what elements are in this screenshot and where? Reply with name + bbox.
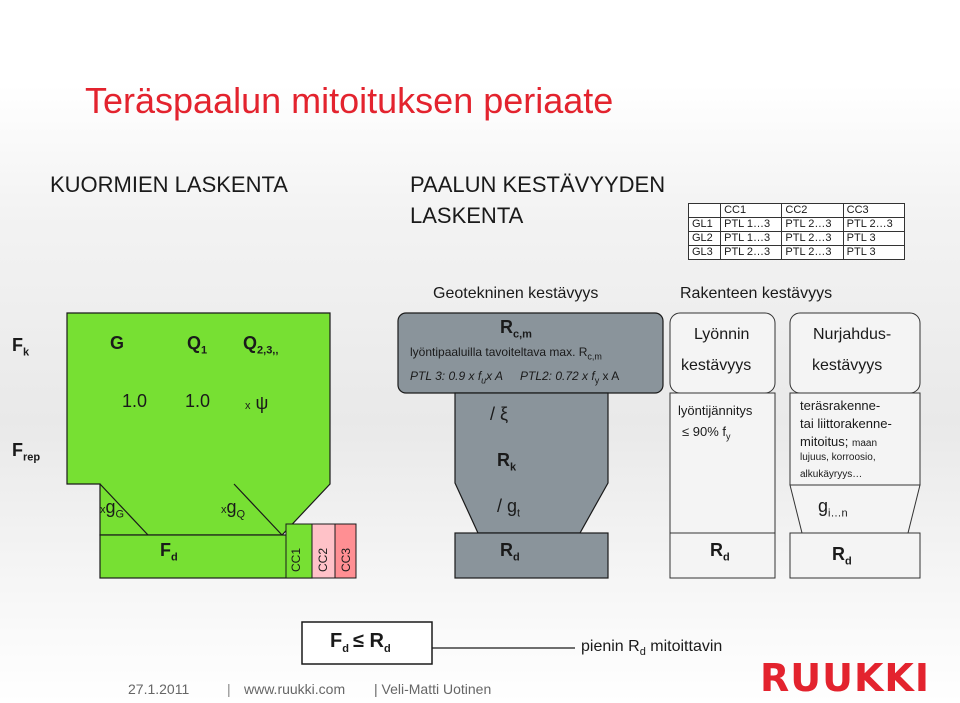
rakenteen-heading: Rakenteen kestävyys: [680, 285, 833, 302]
rcm-text: lyöntipaaluilla tavoiteltava max. $R_{c,m}$: [410, 345, 602, 362]
lyonnin-line1: Lyönnin: [694, 326, 750, 343]
nurjahdus-text3: mitoitus; maan: [800, 434, 878, 449]
fk-label: $F_k$: [12, 335, 30, 359]
ptl2-text: PTL2: 0.72 x $f_y$ x A: [520, 369, 620, 386]
footer-author: | Veli-Matti Uotinen: [374, 681, 492, 697]
rcm-label: $R_{c,m}$: [500, 317, 532, 341]
lyonti-text2: ≤ 90% $f_y$: [682, 424, 731, 442]
nurjahdus-rd-box: [790, 533, 920, 578]
slide-title: Teräspaalun mitoituksen periaate: [85, 80, 614, 121]
fd-box: [100, 535, 312, 578]
rk-box: [455, 393, 608, 533]
table-cell: PTL 2…3: [721, 246, 782, 260]
q1-label: $Q_1$: [187, 333, 208, 357]
footer-separator: |: [227, 681, 231, 697]
xi-label: / ξ: [490, 404, 509, 424]
footer-url[interactable]: www.ruukki.com: [244, 681, 346, 697]
table-cell: GL3: [689, 246, 721, 260]
paalun-heading-line2: LASKENTA: [410, 203, 524, 228]
nurjahdus-line1: Nurjahdus-: [813, 326, 892, 343]
geotekninen-heading: Geotekninen kestävyys: [433, 285, 599, 302]
q23-label: $Q_{2,3,,}$: [243, 333, 279, 357]
g-label: G: [110, 333, 125, 353]
table-cell: PTL 2…3: [843, 218, 904, 232]
table-cell: PTL 2…3: [782, 232, 843, 246]
kuormien-heading: KUORMIEN LASKENTA: [50, 172, 288, 197]
cc3-label: CC3: [339, 547, 353, 572]
nurjahdus-line2: kestävyys: [812, 357, 883, 374]
gamma-g-label: $xg_G$: [100, 497, 125, 521]
table-cell: GL2: [689, 232, 721, 246]
frep-label: $F_{rep}$: [12, 440, 41, 464]
rk-label: $R_k$: [497, 450, 517, 474]
ruukki-logo: RUUKKI: [760, 656, 931, 700]
table-cell: CC2: [782, 204, 843, 218]
lyonnin-box: [670, 313, 775, 393]
geo-rd-box: [455, 533, 608, 578]
table-cell: PTL 3: [843, 246, 904, 260]
table-cell: CC1: [721, 204, 782, 218]
fd-label: $F_d$: [160, 540, 178, 564]
nurjahdus-box: [790, 313, 920, 393]
table-cell: PTL 1…3: [721, 232, 782, 246]
psi-factor: x ψ: [245, 393, 269, 413]
nurjahdus-text5: alkukäyryys…: [800, 469, 863, 480]
nurjahdus-gi-box: [790, 485, 920, 533]
geo-rd-label: $R_d$: [500, 540, 520, 564]
pienin-rd-text: pienin $R_d$ mitoittavin: [581, 638, 723, 659]
cc2-label: CC2: [316, 547, 330, 572]
nurjahdus-text2: tai liittorakenne-: [800, 416, 892, 431]
table-cell: GL1: [689, 218, 721, 232]
table-cell: PTL 2…3: [782, 246, 843, 260]
gamma-q-label: $xg_Q$: [221, 497, 246, 521]
table-cell: PTL 2…3: [782, 218, 843, 232]
gamma-i-label: $g_{i\dots n}$: [818, 496, 848, 520]
gamma-t-label: / $g_t$: [497, 496, 521, 520]
nurjahdus-rd-label: $R_d$: [832, 544, 852, 568]
table-cell: PTL 3: [843, 232, 904, 246]
paalun-heading-line1: PAALUN KESTÄVYYDEN: [410, 172, 666, 197]
nurjahdus-text4: lujuus, korroosio,: [800, 452, 876, 463]
table-cell: PTL 1…3: [721, 218, 782, 232]
cc1-label: CC1: [289, 547, 303, 572]
ptl3-text: PTL 3: 0.9 x $f_ux$ A: [410, 369, 504, 386]
lyonti-text1: lyöntijännitys: [678, 403, 753, 418]
lyonnin-rd-label: $R_d$: [710, 540, 730, 564]
fd-le-rd-text: $F_d \le R_d$: [330, 630, 391, 655]
table-cell: CC3: [843, 204, 904, 218]
factor-q1: 1.0: [185, 391, 211, 411]
lyonnin-line2: kestävyys: [681, 357, 752, 374]
factor-g: 1.0: [122, 391, 148, 411]
nurjahdus-text1: teräsrakenne-: [800, 398, 881, 413]
footer-date: 27.1.2011: [128, 681, 190, 697]
